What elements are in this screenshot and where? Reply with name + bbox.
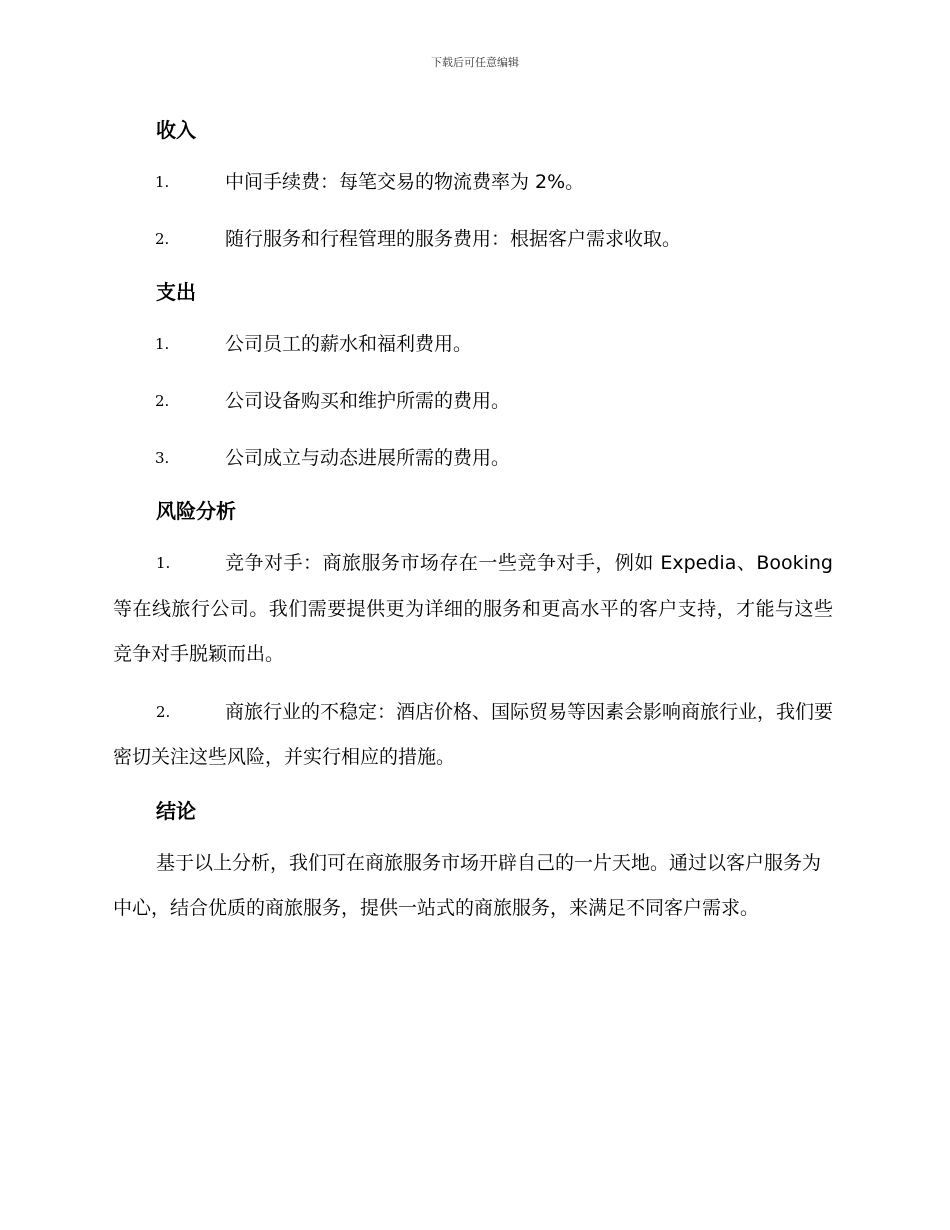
list-item-text: 随行服务和行程管理的服务费用：根据客户需求收取。: [225, 228, 682, 250]
list-number: 1.: [155, 335, 170, 353]
conclusion-paragraph: 基于以上分析，我们可在商旅服务市场开辟自己的一片天地。通过以客户服务为中心，结合优质的商旅服务，提供一站式的商旅服务，来满足不同客户需求。: [113, 851, 822, 919]
risk-paragraph: [113, 541, 833, 678]
list-number: 2.: [155, 392, 170, 410]
header-note: 下载后可任意编辑: [431, 56, 519, 69]
list-item-text: 竞争对手：商旅服务市场存在一些竞争对手，例如 Expedia、Booking 等在线旅行公司。我们需要提供更为详细的服务和更高水平的客户支持，才能与这些竞争对手脱颖而出。: [113, 552, 833, 665]
section-heading-risk: 风险分析: [156, 499, 236, 523]
document-body: [113, 112, 833, 932]
list-item: [155, 160, 833, 205]
section-heading-income: 收入: [156, 118, 196, 142]
list-item-text: 公司设备购买和维护所需的费用。: [225, 390, 511, 412]
list-number: 2.: [155, 230, 170, 248]
list-number: 1.: [155, 173, 170, 191]
list-number: 2.: [156, 702, 171, 721]
list-number: 1.: [156, 554, 171, 572]
list-item-text: 商旅行业的不稳定：酒店价格、国际贸易等因素会影响商旅行业，我们要密切关注这些风险，并实行相应的措施。: [113, 700, 834, 768]
section-heading-conclusion: 结论: [156, 798, 196, 823]
list-item-text: 中间手续费：每笔交易的物流费率为 2%。: [225, 171, 585, 193]
section-heading-expense: 支出: [156, 280, 196, 304]
list-item: [155, 379, 833, 424]
list-item: [155, 436, 833, 481]
risk-paragraph: [113, 690, 833, 781]
list-number: 3.: [155, 449, 170, 467]
list-item: [155, 217, 833, 262]
list-item-text: 公司成立与动态进展所需的费用。: [225, 447, 511, 469]
list-item: [155, 322, 833, 367]
list-item-text: 公司员工的薪水和福利费用。: [225, 333, 473, 355]
